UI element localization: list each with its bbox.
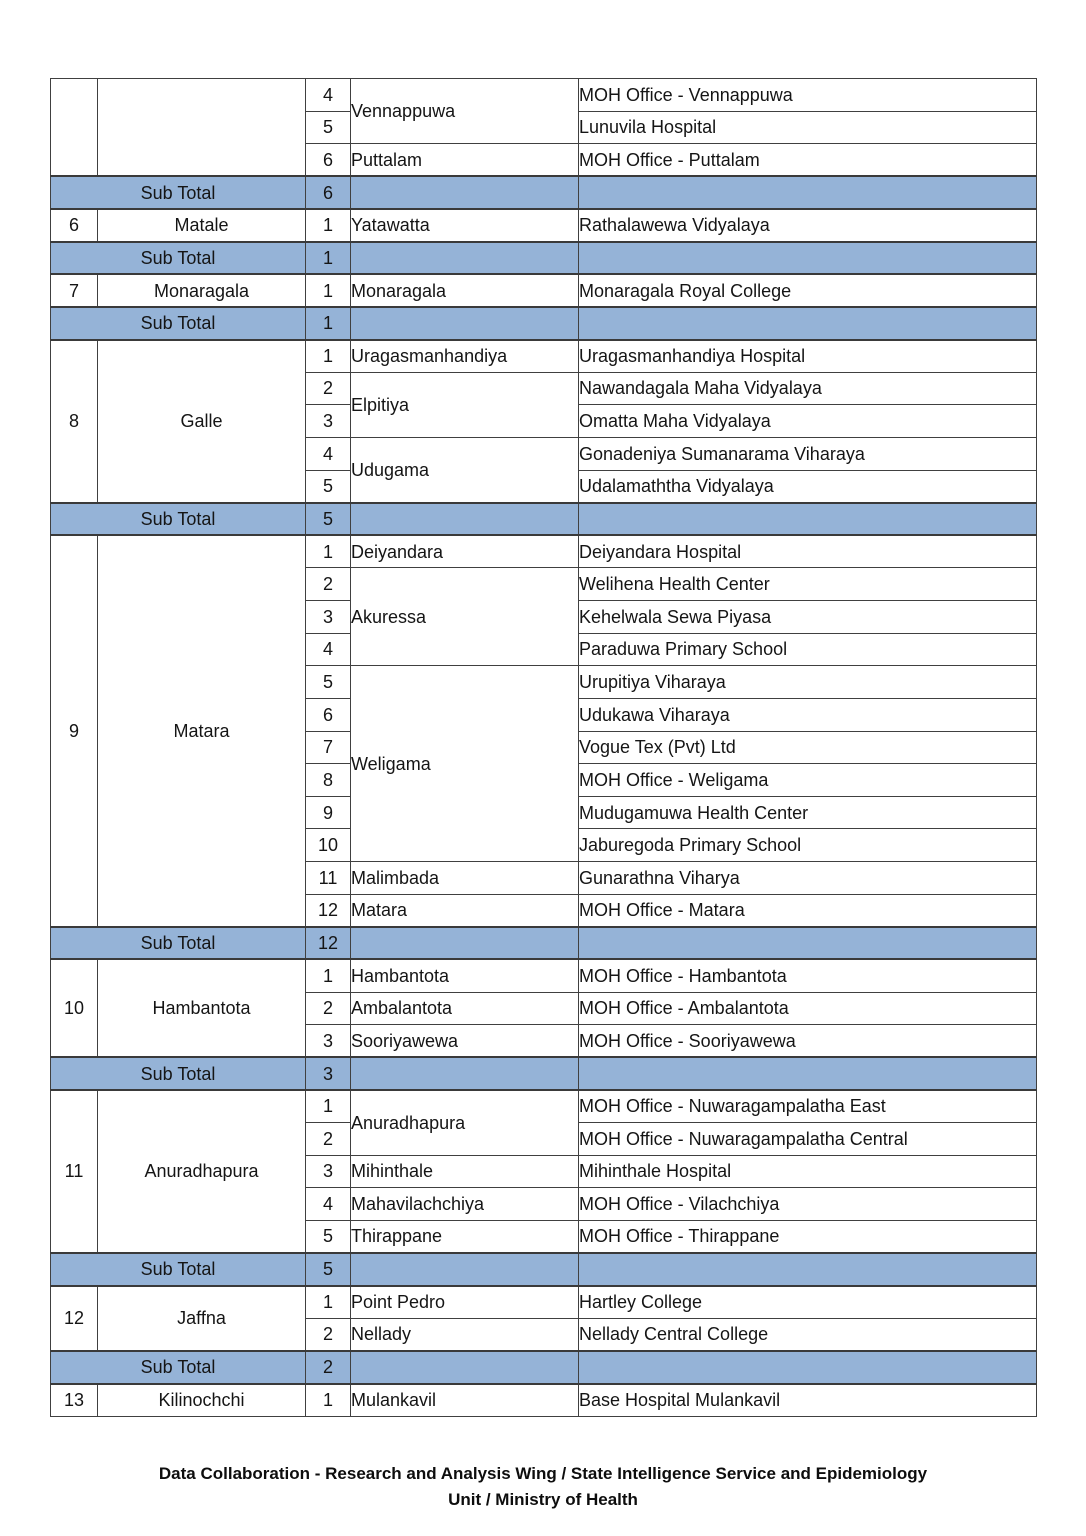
- row-no-cell: 4: [306, 633, 351, 666]
- moh-area-cell: Udugama: [351, 437, 579, 502]
- location-cell: Deiyandara Hospital: [579, 535, 1037, 568]
- moh-area-cell: Point Pedro: [351, 1286, 579, 1319]
- subtotal-empty-area-cell: [351, 1351, 579, 1384]
- location-cell: Udalamaththa Vidyalaya: [579, 470, 1037, 503]
- district-no-cell: 8: [51, 340, 98, 503]
- location-cell: Gunarathna Viharya: [579, 862, 1037, 895]
- table-row: [51, 209, 1037, 242]
- subtotal-count-cell: 5: [306, 1253, 351, 1286]
- row-no-cell: 7: [306, 731, 351, 764]
- location-cell: Welihena Health Center: [579, 568, 1037, 601]
- district-no-cell: 6: [51, 209, 98, 242]
- row-no-cell: 8: [306, 764, 351, 797]
- location-cell: Urupitiya Viharaya: [579, 666, 1037, 699]
- subtotal-empty-location-cell: [579, 927, 1037, 960]
- table-row: [51, 535, 1037, 568]
- row-no-cell: 10: [306, 829, 351, 862]
- moh-area-cell: Nellady: [351, 1318, 579, 1351]
- subtotal-count-cell: 1: [306, 307, 351, 340]
- district-no-cell: 10: [51, 959, 98, 1057]
- district-name-cell: Anuradhapura: [98, 1090, 306, 1253]
- subtotal-empty-area-cell: [351, 1253, 579, 1286]
- quarantine-centers-table: [50, 78, 1037, 1417]
- subtotal-row: [51, 242, 1037, 275]
- subtotal-row: [51, 307, 1037, 340]
- district-no-cell: 13: [51, 1384, 98, 1417]
- row-no-cell: 1: [306, 274, 351, 307]
- district-name-cell: [98, 79, 306, 177]
- row-no-cell: 1: [306, 340, 351, 373]
- moh-area-cell: Ambalantota: [351, 992, 579, 1025]
- subtotal-empty-area-cell: [351, 176, 579, 209]
- table-row: [51, 340, 1037, 373]
- footer-line-2: Unit / Ministry of Health: [448, 1490, 638, 1509]
- row-no-cell: 1: [306, 209, 351, 242]
- district-name-cell: Matale: [98, 209, 306, 242]
- district-no-cell: 12: [51, 1286, 98, 1351]
- subtotal-row: [51, 1351, 1037, 1384]
- district-name-cell: Hambantota: [98, 959, 306, 1057]
- subtotal-empty-location-cell: [579, 1253, 1037, 1286]
- district-no-cell: 9: [51, 535, 98, 927]
- moh-area-cell: Vennappuwa: [351, 79, 579, 144]
- row-no-cell: 6: [306, 144, 351, 177]
- subtotal-empty-location-cell: [579, 307, 1037, 340]
- row-no-cell: 1: [306, 535, 351, 568]
- location-cell: Gonadeniya Sumanarama Viharaya: [579, 437, 1037, 470]
- subtotal-empty-area-cell: [351, 307, 579, 340]
- row-no-cell: 11: [306, 862, 351, 895]
- location-cell: Kehelwala Sewa Piyasa: [579, 601, 1037, 634]
- row-no-cell: 3: [306, 1155, 351, 1188]
- moh-area-cell: Mahavilachchiya: [351, 1188, 579, 1221]
- district-no-cell: 7: [51, 274, 98, 307]
- location-cell: Uragasmanhandiya Hospital: [579, 340, 1037, 373]
- location-cell: Paraduwa Primary School: [579, 633, 1037, 666]
- table-row: [51, 1286, 1037, 1319]
- location-cell: MOH Office - Vilachchiya: [579, 1188, 1037, 1221]
- row-no-cell: 12: [306, 894, 351, 927]
- subtotal-row: [51, 503, 1037, 536]
- subtotal-row: [51, 927, 1037, 960]
- moh-area-cell: Weligama: [351, 666, 579, 862]
- moh-area-cell: Deiyandara: [351, 535, 579, 568]
- location-cell: Base Hospital Mulankavil: [579, 1384, 1037, 1417]
- moh-area-cell: Matara: [351, 894, 579, 927]
- subtotal-empty-area-cell: [351, 503, 579, 536]
- subtotal-empty-location-cell: [579, 176, 1037, 209]
- table-row: [51, 1384, 1037, 1417]
- row-no-cell: 5: [306, 470, 351, 503]
- row-no-cell: 4: [306, 437, 351, 470]
- row-no-cell: 1: [306, 959, 351, 992]
- district-no-cell: [51, 79, 98, 177]
- footer-line-1: Data Collaboration - Research and Analysis Wing / State Intelligence Service and Epidemiology: [158, 1464, 928, 1483]
- moh-area-cell: Akuressa: [351, 568, 579, 666]
- location-cell: MOH Office - Nuwaragampalatha East: [579, 1090, 1037, 1123]
- district-name-cell: Jaffna: [98, 1286, 306, 1351]
- district-name-cell: Monaragala: [98, 274, 306, 307]
- row-no-cell: 2: [306, 1318, 351, 1351]
- subtotal-empty-area-cell: [351, 1057, 579, 1090]
- subtotal-label-cell: Sub Total: [51, 1057, 306, 1090]
- footer-note: [0, 1461, 1086, 1513]
- subtotal-label-cell: Sub Total: [51, 503, 306, 536]
- location-cell: Nellady Central College: [579, 1318, 1037, 1351]
- district-name-cell: Matara: [98, 535, 306, 927]
- subtotal-empty-location-cell: [579, 1351, 1037, 1384]
- location-cell: Monaragala Royal College: [579, 274, 1037, 307]
- subtotal-label-cell: Sub Total: [51, 1351, 306, 1384]
- subtotal-count-cell: 5: [306, 503, 351, 536]
- moh-area-cell: Uragasmanhandiya: [351, 340, 579, 373]
- row-no-cell: 9: [306, 796, 351, 829]
- district-name-cell: Kilinochchi: [98, 1384, 306, 1417]
- subtotal-label-cell: Sub Total: [51, 1253, 306, 1286]
- row-no-cell: 2: [306, 1123, 351, 1156]
- subtotal-count-cell: 6: [306, 176, 351, 209]
- row-no-cell: 1: [306, 1384, 351, 1417]
- subtotal-empty-area-cell: [351, 242, 579, 275]
- row-no-cell: 2: [306, 992, 351, 1025]
- moh-area-cell: Sooriyawewa: [351, 1025, 579, 1058]
- subtotal-row: [51, 1253, 1037, 1286]
- table-row: [51, 79, 1037, 112]
- subtotal-label-cell: Sub Total: [51, 307, 306, 340]
- moh-area-cell: Puttalam: [351, 144, 579, 177]
- subtotal-count-cell: 3: [306, 1057, 351, 1090]
- moh-area-cell: Anuradhapura: [351, 1090, 579, 1155]
- location-cell: Jaburegoda Primary School: [579, 829, 1037, 862]
- row-no-cell: 1: [306, 1090, 351, 1123]
- subtotal-empty-location-cell: [579, 1057, 1037, 1090]
- location-cell: MOH Office - Ambalantota: [579, 992, 1037, 1025]
- location-cell: Hartley College: [579, 1286, 1037, 1319]
- moh-area-cell: Mulankavil: [351, 1384, 579, 1417]
- district-name-cell: Galle: [98, 340, 306, 503]
- row-no-cell: 2: [306, 372, 351, 405]
- table-row: [51, 1090, 1037, 1123]
- moh-area-cell: Monaragala: [351, 274, 579, 307]
- location-cell: MOH Office - Puttalam: [579, 144, 1037, 177]
- subtotal-row: [51, 1057, 1037, 1090]
- location-cell: Udukawa Viharaya: [579, 698, 1037, 731]
- row-no-cell: 5: [306, 1220, 351, 1253]
- subtotal-row: [51, 176, 1037, 209]
- location-cell: MOH Office - Sooriyawewa: [579, 1025, 1037, 1058]
- table-row: [51, 274, 1037, 307]
- moh-area-cell: Malimbada: [351, 862, 579, 895]
- district-no-cell: 11: [51, 1090, 98, 1253]
- row-no-cell: 3: [306, 405, 351, 438]
- moh-area-cell: Elpitiya: [351, 372, 579, 437]
- moh-area-cell: Mihinthale: [351, 1155, 579, 1188]
- location-cell: Rathalawewa Vidyalaya: [579, 209, 1037, 242]
- subtotal-empty-location-cell: [579, 503, 1037, 536]
- subtotal-count-cell: 12: [306, 927, 351, 960]
- subtotal-count-cell: 1: [306, 242, 351, 275]
- row-no-cell: 2: [306, 568, 351, 601]
- row-no-cell: 4: [306, 1188, 351, 1221]
- location-cell: MOH Office - Matara: [579, 894, 1037, 927]
- row-no-cell: 1: [306, 1286, 351, 1319]
- location-cell: MOH Office - Weligama: [579, 764, 1037, 797]
- location-cell: Mihinthale Hospital: [579, 1155, 1037, 1188]
- location-cell: MOH Office - Nuwaragampalatha Central: [579, 1123, 1037, 1156]
- subtotal-label-cell: Sub Total: [51, 176, 306, 209]
- table-row: [51, 959, 1037, 992]
- subtotal-count-cell: 2: [306, 1351, 351, 1384]
- location-cell: MOH Office - Hambantota: [579, 959, 1037, 992]
- location-cell: Vogue Tex (Pvt) Ltd: [579, 731, 1037, 764]
- location-cell: Lunuvila Hospital: [579, 111, 1037, 144]
- subtotal-label-cell: Sub Total: [51, 242, 306, 275]
- row-no-cell: 3: [306, 601, 351, 634]
- row-no-cell: 5: [306, 111, 351, 144]
- row-no-cell: 3: [306, 1025, 351, 1058]
- moh-area-cell: Thirappane: [351, 1220, 579, 1253]
- subtotal-empty-area-cell: [351, 927, 579, 960]
- location-cell: Omatta Maha Vidyalaya: [579, 405, 1037, 438]
- moh-area-cell: Hambantota: [351, 959, 579, 992]
- location-cell: Nawandagala Maha Vidyalaya: [579, 372, 1037, 405]
- location-cell: MOH Office - Thirappane: [579, 1220, 1037, 1253]
- moh-area-cell: Yatawatta: [351, 209, 579, 242]
- row-no-cell: 6: [306, 698, 351, 731]
- row-no-cell: 5: [306, 666, 351, 699]
- location-cell: Mudugamuwa Health Center: [579, 796, 1037, 829]
- subtotal-empty-location-cell: [579, 242, 1037, 275]
- subtotal-label-cell: Sub Total: [51, 927, 306, 960]
- location-cell: MOH Office - Vennappuwa: [579, 79, 1037, 112]
- row-no-cell: 4: [306, 79, 351, 112]
